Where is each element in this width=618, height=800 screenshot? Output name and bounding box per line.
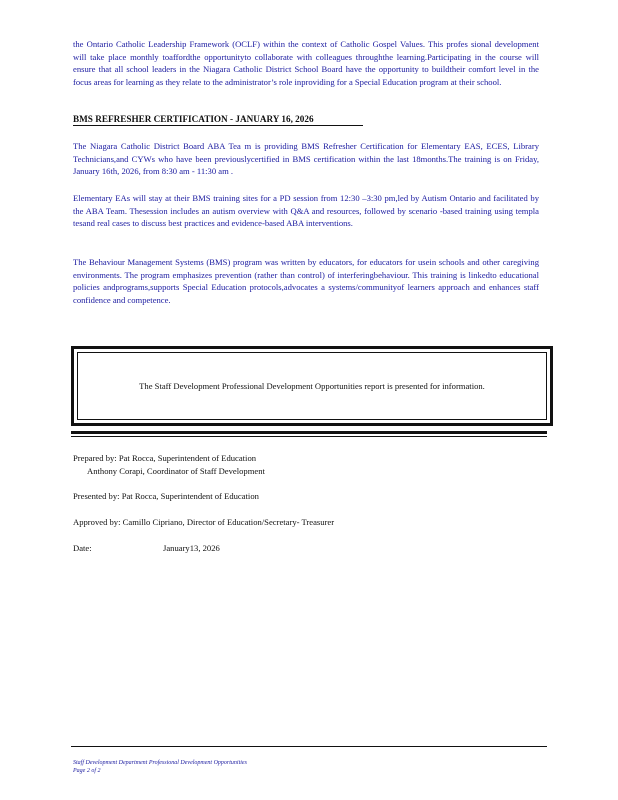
footer-page-number: Page 2 of 2 xyxy=(73,768,101,774)
intro-paragraph: the Ontario Catholic Leadership Framework (OCLF) within the context of Catholic Gospel Values. This profes sional development will take place monthly toaffordthe opportunityto collaborate with colleagues throughthe learning.Participating in the course will ensure that all school leaders in the Niagara Catholic District School Board have the opportunity to buildtheir comfort level in the focus areas for learning as they relate to the administrator’s role inproviding for a Special Education program at their school. xyxy=(73,39,539,87)
paragraph-bms-program: The Behaviour Management Systems (BMS) program was written by educators, for educators for usein schools and other caregiving environments. The program emphasizes prevention (rather than control) of interferingbehaviour. This training is linkedto educational policies andprograms,supports Special Education protocols,advocates a systems/communityof learners approach and enhances staff confidence and competence. xyxy=(73,257,539,305)
approved-by: Approved by: Camillo Cipriano, Director of Education/Secretary- Treasurer xyxy=(73,517,335,527)
date-label: Date: xyxy=(73,543,92,553)
footer-title: Staff Development Department Professional Development Opportunities xyxy=(73,760,247,766)
footer-divider xyxy=(71,746,547,747)
prepared-line-2: Anthony Corapi, Coordinator of Staff Development xyxy=(87,465,265,476)
prepared-by xyxy=(73,452,265,477)
date-value: January13, 2026 xyxy=(163,543,220,553)
presented-by: Presented by: Pat Rocca, Superintendent of Education xyxy=(73,491,259,501)
divider-thin xyxy=(71,436,547,437)
report-notice-box xyxy=(71,346,553,426)
report-notice-text: The Staff Development Professional Development Opportunities report is presented for information. xyxy=(139,381,485,391)
divider-thick xyxy=(71,431,547,434)
prepared-line-1: Prepared by: Pat Rocca, Superintendent of Education xyxy=(73,453,257,463)
paragraph-elementary-eas: Elementary EAs will stay at their BMS training sites for a PD session from 12:30 –3:30 pm,led by Autism Ontario and facilitated by the ABA Team. Thesession includes an autism overview with Q&A and resources, followed by scenario -based training using templa tesand real cases to discuss best practices and evidence-based ABA interventions. xyxy=(73,193,539,229)
date-row xyxy=(73,542,220,555)
paragraph-bms-refresher: The Niagara Catholic District Board ABA Tea m is providing BMS Refresher Certification for Elementary EAS, ECES, Library Technicians,and CYWs who have been previouslycertified in BMS certification within the last 18months.The training is on Friday, January 16th, 2026, from 8:30 am - 11:30 am . xyxy=(73,141,539,177)
section-heading: BMS REFRESHER CERTIFICATION - JANUARY 16, 2026 xyxy=(73,114,363,126)
report-notice-inner xyxy=(77,352,547,420)
page-footer xyxy=(73,759,247,775)
